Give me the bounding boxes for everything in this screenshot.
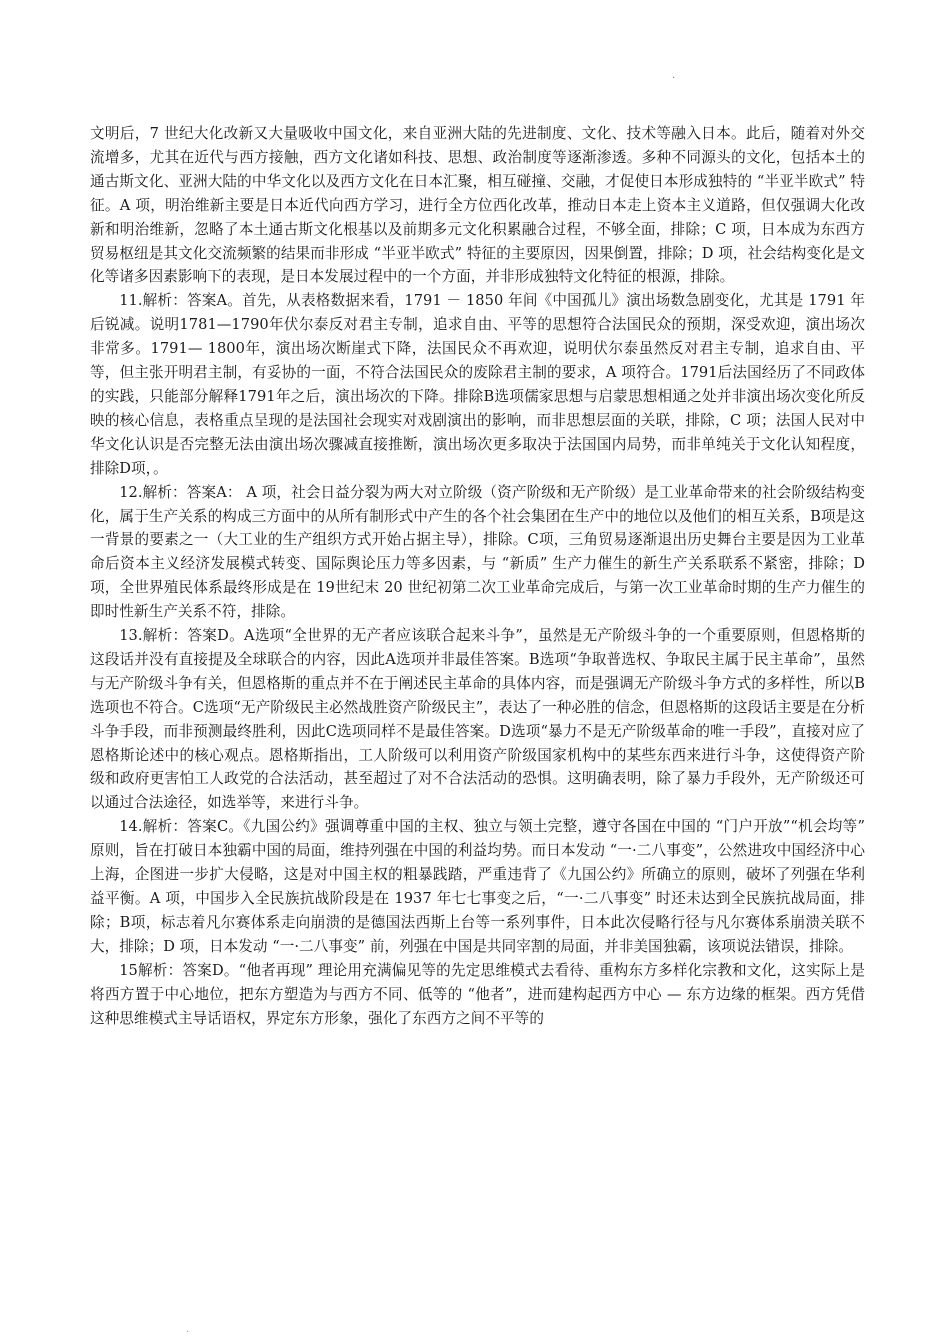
paragraph-q12-explanation: 12.解析：答案A： A 项，社会日益分裂为两大对立阶级（资产阶级和无产阶级）是工业革命带来的社会阶级结构变化，属于生产关系的构成三方面中的从所有制形式中产生的各个社会集团在生产中的地位以及他们的相互关系，B项是这一背景的要素之一（大工业的生产组织方式开始占据主导），排除。C项，三角贸易逐渐退出历史舞台主要是因为工业革命后资本主义经济发展模式转变、国际舆论压力等多因素，与 “新质” 生产力催生的新生产关系联系不紧密，排除；D 项，全世界殖民体系最终形成是在 19世纪末 20 世纪初第二次工业革命完成后，与第一次工业革命时期的生产力催生的即时性新生产关系不符，排除。 [90, 483, 865, 621]
paragraph-q15-explanation: 15解析：答案D。“他者再现” 理论用充满偏见等的先定思维模式去看待、重构东方多样化宗教和文化，这实际上是将西方置于中心地位，把东方塑造为与西方不同、低等的 “他者”，进而建构起西方中心 — 东方边缘的框架。西方凭借这种思维模式主导话语权，界定东方形象，强化了东西方之间不平等的 [90, 961, 865, 1027]
paragraph-q10-continued: 文明后，7 世纪大化改新又大量吸收中国文化，来自亚洲大陆的先进制度、文化、技术等融入日本。此后，随着对外交流增多，尤其在近代与西方接触，西方文化诸如科技、思想、政治制度等逐渐渗透。多种不同源头的文化，包括本土的通古斯文化、亚洲大陆的中华文化以及西方文化在日本汇聚，相互碰撞、交融，才促使日本形成独特的 “半亚半欧式” 特征。A 项，明治维新主要是日本近代向西方学习，进行全方位西化改革，推动日本走上资本主义道路，但仅强调大化改新和明治维新，忽略了本土通古斯文化根基以及前期多元文化积累融合过程，不够全面，排除；C 项，日本成为东西方贸易枢纽是其文化交流频繁的结果而非形成 “半亚半欧式” 特征的主要原因，因果倒置，排除；D 项，社会结构变化是文化等诸多因素影响下的表现，是日本发展过程中的一个方面，并非形成独特文化特征的根源，排除。 [90, 125, 865, 286]
footer-dot: · [186, 1327, 190, 1338]
paragraph-q13-explanation: 13.解析：答案D。A选项“全世界的无产者应该联合起来斗争”，虽然是无产阶级斗争的一个重要原则，但恩格斯的这段话并没有直接提及全球联合的内容，因此A选项并非最佳答案。B选项“争取普选权、争取民主属于民主革命”，虽然与无产阶级斗争有关，但恩格斯的重点并不在于阐述民主革命的具体内容，而是强调无产阶级斗争方式的多样性，所以B选项也不符合。C选项“无产阶级民主必然战胜资产阶级民主”，表达了一种必胜的信念，但恩格斯的这段话主要是在分析斗争手段，而非预测最终胜利，因此C选项同样不是最佳答案。D选项“暴力不是无产阶级革命的唯一手段”，直接对应了恩格斯论述中的核心观点。恩格斯指出，工人阶级可以利用资产阶级国家机构中的某些东西来进行斗争，这使得资产阶级和政府更害怕工人政党的合法活动，甚至超过了对不合法活动的恐惧。这明确表明，除了暴力手段外，无产阶级还可以通过合法途径，如选举等，来进行斗争。 [90, 627, 865, 812]
answer-explanations [90, 122, 865, 1030]
header-dot: · [672, 73, 676, 84]
paragraph-q11-explanation: 11.解析：答案A。首先，从表格数据来看，1791 － 1850 年间《中国孤儿》演出场数急剧变化，尤其是 1791 年后锐减。说明1781—1790年伏尔泰反对君主专制，追求自由、平等的思想符合法国民众的预期，深受欢迎，演出场次非常多。1791— 1800年，演出场次断崖式下降，法国民众不再欢迎，说明伏尔泰虽然反对君主专制，追求自由、平等，但主张开明君主制，有妥协的一面，不符合法国民众的废除君主制的要求，A 项符合。1791后法国经历了不同政体的实践，只能部分解释1791年之后，演出场次的下降。排除B选项儒家思想与启蒙思想相通之处并非演出场次变化所反映的核心信息，表格重点呈现的是法国社会现实对戏剧演出的影响，而非思想层面的关联，排除，C 项；法国人民对中华文化认识是否完整无法由演出场次骤减直接推断，演出场次更多取决于法国国内局势，而非单纯关于文化认知程度，排除D项，。 [90, 292, 865, 477]
paragraph-q14-explanation: 14.解析：答案C。《九国公约》强调尊重中国的主权、独立与领土完整，遵守各国在中国的 “门户开放”“机会均等” 原则，旨在打破日本独霸中国的局面，维持列强在中国的利益均势。而日本发动 “一·二八事变”，公然进攻中国经济中心上海，企图进一步扩大侵略，这是对中国主权的粗暴践踏，严重违背了《九国公约》所确立的原则，破坏了列强在华利益平衡。A 项，中国步入全民族抗战阶段是在 1937 年七七事变之后，“一·二八事变” 时还未达到全民族抗战局面，排除；B项，标志着凡尔赛体系走向崩溃的是德国法西斯上台等一系列事件，日本此次侵略行径与凡尔赛体系崩溃关联不大，排除；D 项，日本发动 “一·二八事变” 前，列强在中国是共同宰割的局面，并非美国独霸，该项说法错误，排除。 [90, 818, 865, 955]
